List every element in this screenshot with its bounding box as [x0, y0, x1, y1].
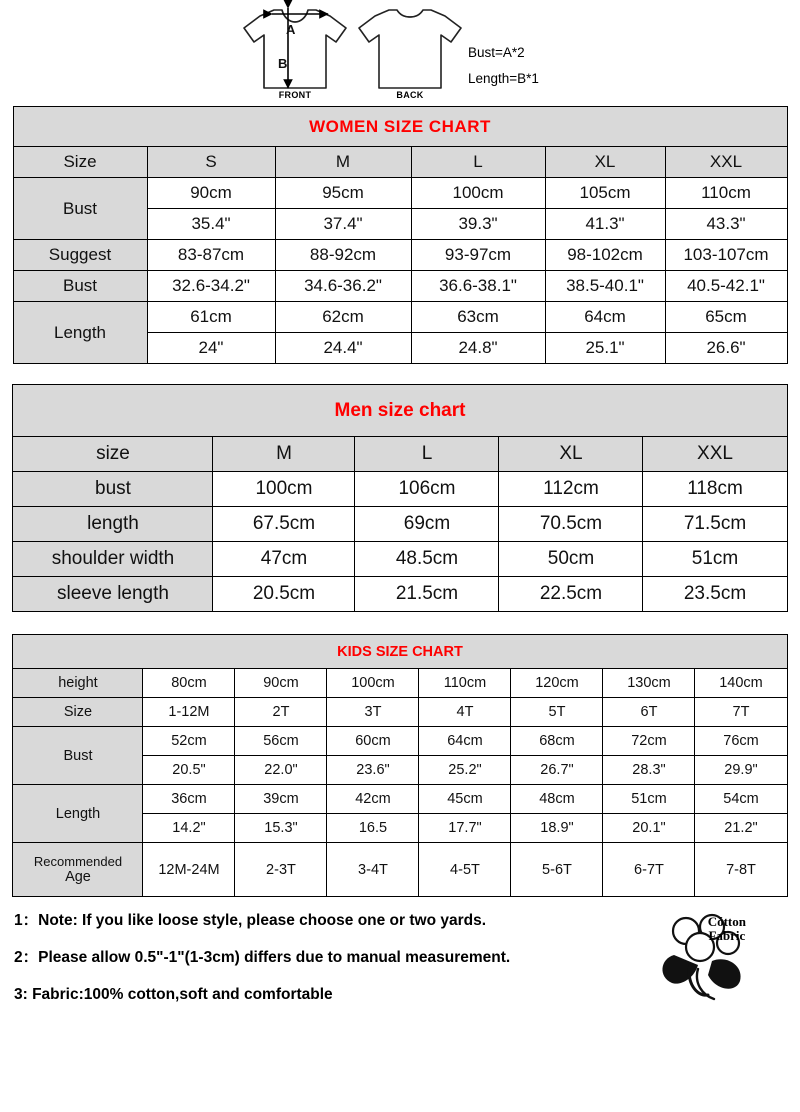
men-row-label-shoulder: shoulder width	[13, 542, 213, 577]
tshirt-back-illustration	[355, 2, 465, 92]
measurement-arrows	[240, 0, 360, 100]
women-suggest-cm-s: 83-87cm	[147, 240, 275, 271]
men-col-m: M	[213, 437, 355, 472]
kids-bust-in-6: 28.3"	[603, 756, 695, 785]
women-suggest-in-xxl: 40.5-42.1"	[665, 271, 787, 302]
kids-size-7: 7T	[695, 698, 787, 727]
kids-bust-in-5: 26.7"	[511, 756, 603, 785]
note-line-2: 2：Please allow 0.5"-1"(1-3cm) differs due to manual measurement.	[14, 949, 511, 966]
men-length-xl: 70.5cm	[499, 507, 643, 542]
women-row-label-suggest-bottom: Bust	[13, 271, 147, 302]
kids-age-3: 3-4T	[327, 843, 419, 897]
kids-bust-in-1: 20.5"	[143, 756, 235, 785]
kids-length-in-2: 15.3"	[235, 814, 327, 843]
table-row	[13, 785, 787, 814]
logo-line-2: Fabric	[708, 928, 746, 943]
men-shoulder-xl: 50cm	[499, 542, 643, 577]
kids-length-cm-7: 54cm	[695, 785, 787, 814]
men-sleeve-l: 21.5cm	[355, 577, 499, 612]
women-bust-in-l: 39.3"	[411, 209, 545, 240]
table-row	[13, 472, 787, 507]
women-bust-cm-xxl: 110cm	[665, 178, 787, 209]
kids-height-1: 80cm	[143, 669, 235, 698]
back-view-label: BACK	[396, 90, 424, 100]
table-row	[13, 302, 787, 333]
kids-bust-cm-3: 60cm	[327, 727, 419, 756]
men-row-label-sleeve: sleeve length	[13, 577, 213, 612]
women-bust-cm-xl: 105cm	[545, 178, 665, 209]
dimension-label-a: A	[286, 22, 296, 37]
women-length-in-l: 24.8"	[411, 333, 545, 364]
kids-bust-cm-7: 76cm	[695, 727, 787, 756]
women-suggest-in-m: 34.6-36.2"	[275, 271, 411, 302]
table-row	[13, 843, 787, 897]
formula-length: Length=B*1	[468, 71, 539, 86]
table-row	[13, 727, 787, 756]
kids-row-label-height: height	[13, 669, 143, 698]
men-shoulder-m: 47cm	[213, 542, 355, 577]
kids-height-6: 130cm	[603, 669, 695, 698]
kids-age-2: 2-3T	[235, 843, 327, 897]
kids-bust-in-7: 29.9"	[695, 756, 787, 785]
men-bust-xl: 112cm	[499, 472, 643, 507]
women-suggest-cm-xxl: 103-107cm	[665, 240, 787, 271]
men-bust-xxl: 118cm	[643, 472, 787, 507]
kids-row-label-length: Length	[13, 785, 143, 843]
women-suggest-in-xl: 38.5-40.1"	[545, 271, 665, 302]
kids-bust-cm-4: 64cm	[419, 727, 511, 756]
men-col-l: L	[355, 437, 499, 472]
women-length-cm-s: 61cm	[147, 302, 275, 333]
kids-age-7: 7-8T	[695, 843, 787, 897]
kids-size-chart-table	[12, 634, 787, 897]
women-col-l: L	[411, 147, 545, 178]
men-sleeve-xl: 22.5cm	[499, 577, 643, 612]
men-shoulder-xxl: 51cm	[643, 542, 787, 577]
kids-length-cm-5: 48cm	[511, 785, 603, 814]
table-row	[13, 178, 787, 209]
table-row	[13, 698, 787, 727]
kids-length-cm-2: 39cm	[235, 785, 327, 814]
kids-length-cm-3: 42cm	[327, 785, 419, 814]
kids-age-label-top: Recommended	[33, 854, 123, 869]
women-length-cm-xl: 64cm	[545, 302, 665, 333]
women-length-cm-m: 62cm	[275, 302, 411, 333]
women-suggest-cm-xl: 98-102cm	[545, 240, 665, 271]
kids-age-4: 4-5T	[419, 843, 511, 897]
table-row	[13, 669, 787, 698]
women-bust-in-xxl: 43.3"	[665, 209, 787, 240]
women-bust-in-s: 35.4"	[147, 209, 275, 240]
women-chart-title: WOMEN SIZE CHART	[13, 107, 787, 147]
kids-height-3: 100cm	[327, 669, 419, 698]
women-bust-cm-m: 95cm	[275, 178, 411, 209]
men-chart-title: Men size chart	[13, 385, 787, 437]
men-row-label-bust: bust	[13, 472, 213, 507]
logo-line-1: Cótton	[707, 914, 746, 929]
men-col-size: size	[13, 437, 213, 472]
women-length-cm-l: 63cm	[411, 302, 545, 333]
kids-bust-cm-6: 72cm	[603, 727, 695, 756]
kids-height-4: 110cm	[419, 669, 511, 698]
cotton-fabric-logo-text	[708, 915, 746, 943]
kids-age-label-bottom: Age	[65, 869, 91, 885]
women-col-m: M	[275, 147, 411, 178]
women-col-s: S	[147, 147, 275, 178]
dimension-label-b: B	[278, 56, 288, 71]
kids-bust-cm-5: 68cm	[511, 727, 603, 756]
men-shoulder-l: 48.5cm	[355, 542, 499, 577]
note-line-3: 3: Fabric:100% cotton,soft and comfortable	[14, 986, 333, 1003]
kids-length-in-3: 16.5	[327, 814, 419, 843]
women-row-label-suggest-top: Suggest	[13, 240, 147, 271]
formula-block	[468, 40, 539, 92]
women-col-xl: XL	[545, 147, 665, 178]
kids-size-chart-section	[0, 634, 800, 897]
women-size-chart-section	[0, 106, 800, 364]
kids-height-2: 90cm	[235, 669, 327, 698]
men-size-chart-section	[0, 384, 800, 612]
men-row-label-length: length	[13, 507, 213, 542]
women-suggest-cm-l: 93-97cm	[411, 240, 545, 271]
kids-size-3: 3T	[327, 698, 419, 727]
men-bust-m: 100cm	[213, 472, 355, 507]
women-size-chart-table	[13, 106, 788, 364]
notes-section	[14, 911, 786, 1005]
kids-length-in-1: 14.2"	[143, 814, 235, 843]
women-bust-cm-l: 100cm	[411, 178, 545, 209]
table-row	[13, 240, 787, 271]
kids-bust-cm-1: 52cm	[143, 727, 235, 756]
kids-age-6: 6-7T	[603, 843, 695, 897]
kids-height-5: 120cm	[511, 669, 603, 698]
table-row	[13, 542, 787, 577]
women-length-in-m: 24.4"	[275, 333, 411, 364]
men-col-xxl: XXL	[643, 437, 787, 472]
measurement-diagram	[0, 0, 800, 104]
men-length-m: 67.5cm	[213, 507, 355, 542]
kids-bust-in-4: 25.2"	[419, 756, 511, 785]
women-suggest-in-s: 32.6-34.2"	[147, 271, 275, 302]
women-bust-in-m: 37.4"	[275, 209, 411, 240]
kids-size-2: 2T	[235, 698, 327, 727]
kids-chart-title: KIDS SIZE CHART	[13, 635, 787, 669]
men-sleeve-xxl: 23.5cm	[643, 577, 787, 612]
men-col-xl: XL	[499, 437, 643, 472]
kids-size-4: 4T	[419, 698, 511, 727]
kids-age-5: 5-6T	[511, 843, 603, 897]
kids-length-in-4: 17.7"	[419, 814, 511, 843]
kids-size-6: 6T	[603, 698, 695, 727]
women-length-in-xxl: 26.6"	[665, 333, 787, 364]
women-length-in-xl: 25.1"	[545, 333, 665, 364]
men-sleeve-m: 20.5cm	[213, 577, 355, 612]
kids-length-cm-6: 51cm	[603, 785, 695, 814]
kids-row-label-age	[13, 843, 143, 897]
front-view-label: FRONT	[278, 90, 312, 100]
kids-age-1: 12M-24M	[143, 843, 235, 897]
women-length-in-s: 24"	[147, 333, 275, 364]
kids-length-in-5: 18.9"	[511, 814, 603, 843]
women-col-xxl: XXL	[665, 147, 787, 178]
note-line-1: 1：Note: If you like loose style, please choose one or two yards.	[14, 912, 487, 929]
women-suggest-cm-m: 88-92cm	[275, 240, 411, 271]
kids-length-in-7: 21.2"	[695, 814, 787, 843]
women-bust-cm-s: 90cm	[147, 178, 275, 209]
women-col-size: Size	[13, 147, 147, 178]
women-row-label-length: Length	[13, 302, 147, 364]
table-row	[13, 271, 787, 302]
kids-length-in-6: 20.1"	[603, 814, 695, 843]
kids-size-5: 5T	[511, 698, 603, 727]
kids-bust-in-2: 22.0"	[235, 756, 327, 785]
men-bust-l: 106cm	[355, 472, 499, 507]
men-length-l: 69cm	[355, 507, 499, 542]
kids-length-cm-1: 36cm	[143, 785, 235, 814]
kids-bust-in-3: 23.6"	[327, 756, 419, 785]
women-row-label-bust: Bust	[13, 178, 147, 240]
table-row	[13, 577, 787, 612]
kids-length-cm-4: 45cm	[419, 785, 511, 814]
kids-bust-cm-2: 56cm	[235, 727, 327, 756]
women-suggest-in-l: 36.6-38.1"	[411, 271, 545, 302]
formula-bust: Bust=A*2	[468, 45, 525, 60]
men-size-chart-table	[12, 384, 787, 612]
kids-size-1: 1-12M	[143, 698, 235, 727]
kids-height-7: 140cm	[695, 669, 787, 698]
women-bust-in-xl: 41.3"	[545, 209, 665, 240]
women-length-cm-xxl: 65cm	[665, 302, 787, 333]
kids-row-label-size: Size	[13, 698, 143, 727]
table-row	[13, 507, 787, 542]
kids-row-label-bust: Bust	[13, 727, 143, 785]
men-length-xxl: 71.5cm	[643, 507, 787, 542]
